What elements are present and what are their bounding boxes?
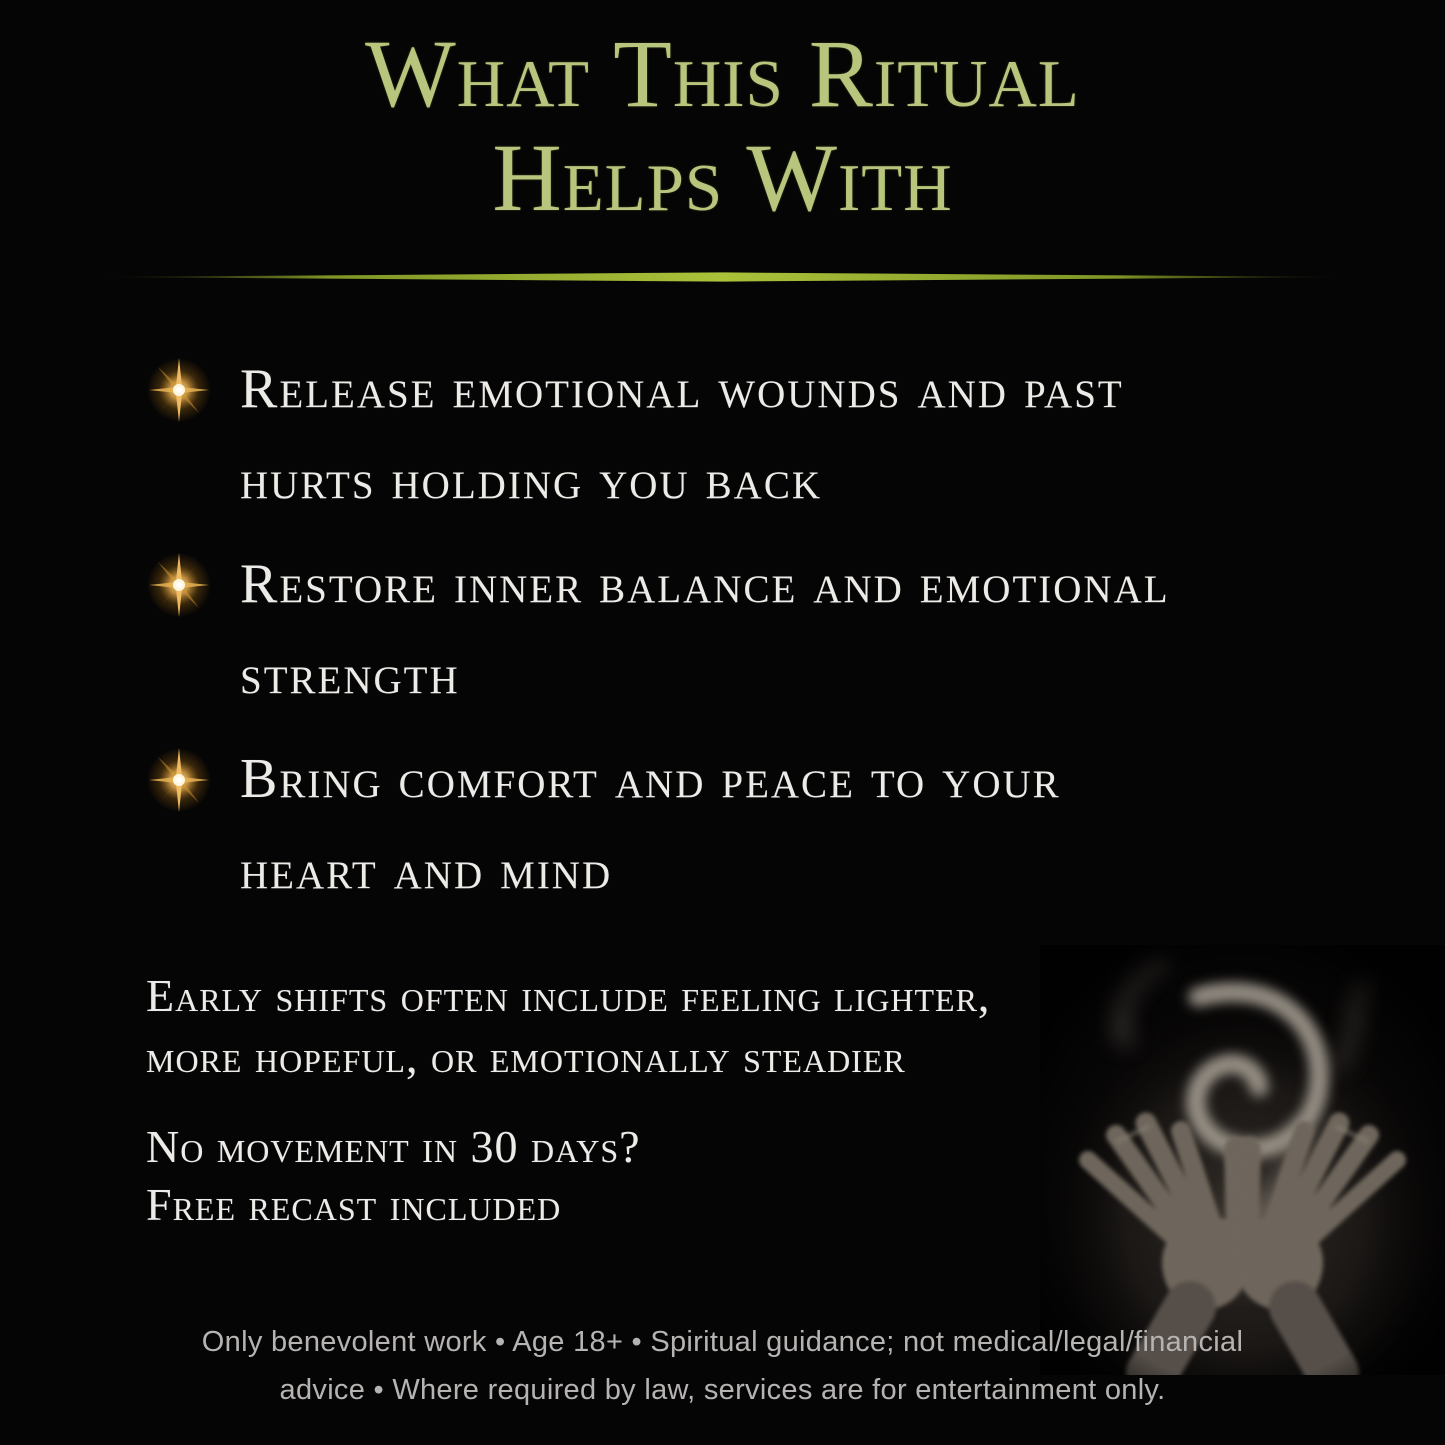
benefit-text-line-1: Release emotional wounds and past	[240, 358, 1124, 420]
sparkle-star-icon	[146, 747, 212, 813]
benefit-text-line-1: Restore inner balance and emotional	[240, 553, 1170, 615]
early-shifts-note	[146, 965, 1445, 1087]
benefit-text-line-2: strength	[240, 644, 460, 706]
benefit-text	[240, 539, 1170, 721]
page-title-line-2: Helps With	[492, 124, 953, 231]
divider-line	[107, 272, 1339, 282]
sparkle-star-icon	[146, 357, 212, 423]
benefit-item	[146, 539, 1415, 721]
page-title-line-1: What This Ritual	[365, 20, 1080, 127]
benefit-text	[240, 344, 1124, 526]
guarantee-note	[146, 1118, 1445, 1234]
page-title	[0, 0, 1445, 230]
benefit-item	[146, 734, 1415, 916]
disclaimer-line-2: advice • Where required by law, services are for entertainment only.	[279, 1374, 1166, 1406]
early-shifts-line-1: Early shifts often include feeling lighter,	[146, 970, 991, 1021]
early-shifts-line-2: more hopeful, or emotionally steadier	[146, 1031, 906, 1082]
disclaimer-line-1: Only benevolent work • Age 18+ • Spiritual guidance; not medical/legal/financial	[201, 1326, 1244, 1358]
benefit-text-line-1: Bring comfort and peace to your	[240, 748, 1061, 810]
sparkle-star-icon	[146, 552, 212, 618]
guarantee-line-2: Free recast included	[146, 1179, 562, 1230]
benefit-list	[0, 282, 1445, 916]
benefit-item	[146, 344, 1415, 526]
disclaimer	[0, 1318, 1445, 1414]
benefit-text-line-2: hurts holding you back	[240, 449, 822, 511]
benefit-text-line-2: heart and mind	[240, 839, 613, 901]
guarantee-line-1: No movement in 30 days?	[146, 1121, 641, 1172]
benefit-text	[240, 734, 1061, 916]
